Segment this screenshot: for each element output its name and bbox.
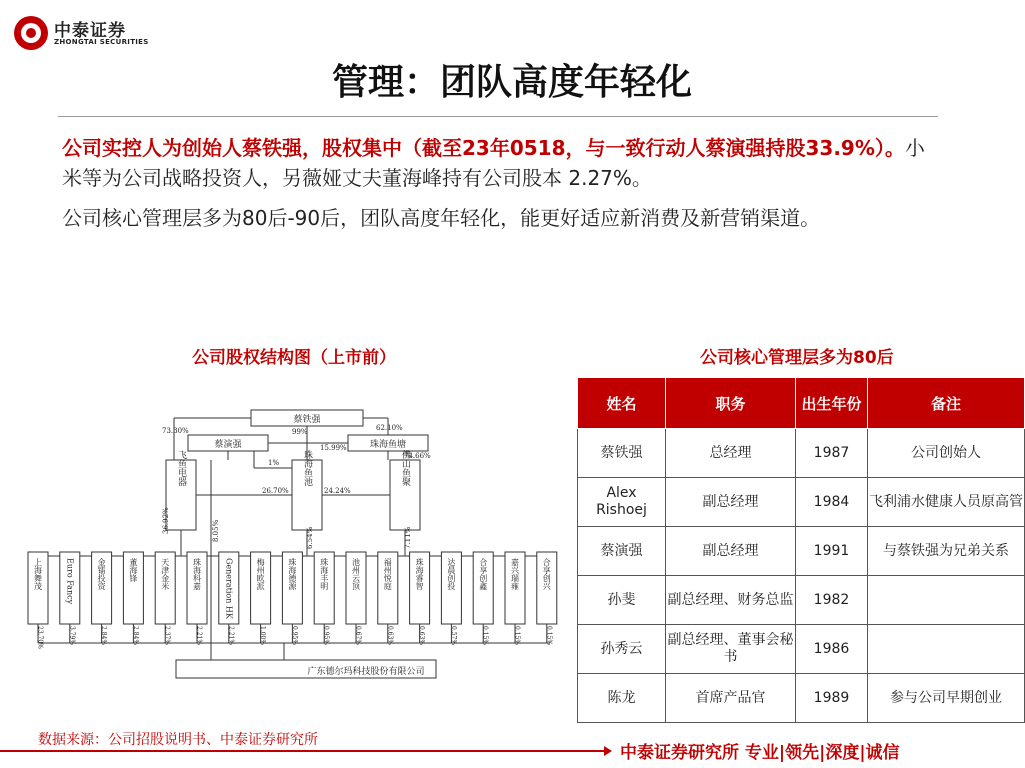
shareholder-pct: 2.21% [195, 626, 203, 646]
table-row [578, 576, 1025, 625]
cell-year: 1982 [796, 576, 868, 625]
pct-711: 7.11% [404, 526, 412, 549]
shareholder-pct: 3.79% [68, 626, 76, 646]
cell-name: 陈龙 [578, 674, 666, 723]
cell-year: 1984 [796, 478, 868, 527]
cell-name: 蔡铁强 [578, 429, 666, 478]
table-row [578, 674, 1025, 723]
shareholder-name: Euro Fancy [65, 558, 75, 605]
pct-654: 6.54% [306, 526, 314, 549]
data-source: 数据来源：公司招股说明书、中泰证券研究所 [38, 732, 318, 748]
shareholder-pct: 2.21% [227, 626, 235, 646]
chart-caption: 公司股权结构图（上市前） [192, 348, 396, 368]
table-row [578, 625, 1025, 674]
equity-structure-diagram [24, 398, 553, 688]
logo-cn: 中泰证券 [54, 21, 126, 41]
shareholder-name: 董海锋 [128, 558, 138, 582]
shareholder-name: 合享创鑫 [478, 558, 488, 590]
shareholder-name: 珠海丰明 [319, 558, 329, 590]
shareholder-pct: 2.84% [100, 626, 108, 646]
pct-6210: 62.10% [376, 424, 403, 432]
shareholder-pct: 0.95% [290, 626, 298, 646]
cell-year: 1987 [796, 429, 868, 478]
cell-title: 副总经理、财务总监 [666, 576, 796, 625]
page-title: 管理：团队高度年轻化 [331, 62, 692, 103]
shareholder-name: 合享创兴 [542, 558, 552, 590]
pct-805: 8.05% [212, 519, 220, 542]
shareholder-name: 嘉兴瑞雍 [510, 558, 520, 590]
label-foshan-yuju: 佛山鱼聚 [400, 450, 410, 486]
pct-2670: 26.70% [262, 487, 289, 495]
shareholder-name: 池州云顶 [351, 558, 361, 590]
title-divider [58, 116, 938, 117]
cell-name: Alex Rishoej [578, 478, 666, 527]
ownership-rest: 小米等为公司战略投资人，另薇娅丈夫董海峰持有公司股本 2.27%。 [62, 136, 925, 190]
label-company: 广东德尔玛科技股份有限公司 [307, 667, 425, 677]
shareholder-boxes [28, 552, 557, 649]
shareholder-pct: 0.67% [354, 626, 362, 646]
shareholder-pct: 0.15% [513, 626, 521, 646]
shareholder-name: 珠海科嘉 [192, 558, 202, 590]
shareholder-name: 达晨创投 [446, 558, 456, 590]
col-note: 备注 [868, 378, 1025, 429]
shareholder-pct: 0.63% [418, 626, 426, 646]
cell-note: 飞利浦水健康人员原高管 [868, 478, 1025, 527]
cell-title: 副总经理、董事会秘书 [666, 625, 796, 674]
table-row [578, 429, 1025, 478]
label-feiyu: 飞鱼电器 [176, 450, 186, 486]
shareholder-pct: 0.15% [481, 626, 489, 646]
cell-note [868, 625, 1025, 674]
label-second: 蔡演强 [214, 440, 242, 450]
pct-99: 99% [292, 428, 308, 436]
cell-note: 与蔡铁强为兄弟关系 [868, 527, 1025, 576]
table-header-row [578, 378, 1025, 429]
pct-1599: 15.99% [320, 444, 347, 452]
cell-title: 副总经理 [666, 478, 796, 527]
company-logo [14, 14, 154, 54]
cell-note [868, 576, 1025, 625]
shareholder-name: 珠海德源 [287, 558, 297, 590]
label-zhuhai-yuchi: 珠海鱼池 [302, 450, 312, 486]
col-title: 职务 [666, 378, 796, 429]
cell-year: 1989 [796, 674, 868, 723]
cell-note: 参与公司早期创业 [868, 674, 1025, 723]
cell-title: 首席产品官 [666, 674, 796, 723]
logo-mark-icon [14, 16, 48, 50]
shareholder-name: 梅州欧派 [256, 558, 266, 590]
shareholder-pct: 2.84% [131, 626, 139, 646]
shareholder-name: Generation HK [224, 558, 234, 619]
cell-year: 1986 [796, 625, 868, 674]
pct-3692: 36.92% [162, 507, 170, 534]
footer-arrow-icon [604, 746, 612, 756]
shareholder-pct: 0.63% [386, 626, 394, 646]
table-row [578, 527, 1025, 576]
shareholder-name: 珠海睿智 [415, 558, 425, 590]
shareholder-pct: 23.70% [36, 626, 44, 649]
shareholder-pct: 0.95% [322, 626, 330, 646]
shareholder-name: 天津金米 [160, 558, 170, 590]
cell-name: 孙秀云 [578, 625, 666, 674]
pct-7466: 74.66% [404, 452, 431, 460]
table-row [578, 478, 1025, 527]
pct-7330: 73.30% [162, 427, 189, 435]
cell-title: 总经理 [666, 429, 796, 478]
pct-1: 1% [268, 459, 280, 467]
cell-name: 孙斐 [578, 576, 666, 625]
cell-note: 公司创始人 [868, 429, 1025, 478]
col-name: 姓名 [578, 378, 666, 429]
col-year: 出生年份 [796, 378, 868, 429]
logo-en: ZHONGTAI SECURITIES [54, 38, 149, 46]
shareholder-pct: 2.37% [163, 626, 171, 646]
shareholder-pct: 0.57% [449, 626, 457, 646]
paragraph-management: 公司核心管理层多为80后-90后，团队高度年轻化，能更好适应新消费及新营销渠道。 [62, 206, 821, 230]
shareholder-pct: 1.00% [259, 626, 267, 646]
ownership-highlight: 公司实控人为创始人蔡铁强，股权集中（截至23年0518，与一致行动人蔡演强持股33.9%）。 [62, 136, 905, 160]
cell-name: 蔡演强 [578, 527, 666, 576]
cell-year: 1991 [796, 527, 868, 576]
footer-rule [0, 750, 604, 752]
shareholder-name: 上海舞茂 [33, 558, 43, 590]
label-fishpond: 珠海鱼塘 [369, 440, 407, 450]
label-top: 蔡铁强 [293, 415, 321, 425]
cell-title: 副总经理 [666, 527, 796, 576]
shareholder-name: 金镭投资 [97, 558, 107, 590]
shareholder-pct: 0.15% [545, 626, 553, 646]
table-caption: 公司核心管理层多为80后 [700, 348, 894, 368]
paragraph-ownership [62, 133, 942, 193]
footer-brand: 中泰证券研究所 专业|领先|深度|诚信 [620, 743, 900, 763]
management-table [577, 377, 1025, 723]
shareholder-name: 福州悦庭 [383, 558, 393, 590]
pct-2424: 24.24% [324, 487, 351, 495]
